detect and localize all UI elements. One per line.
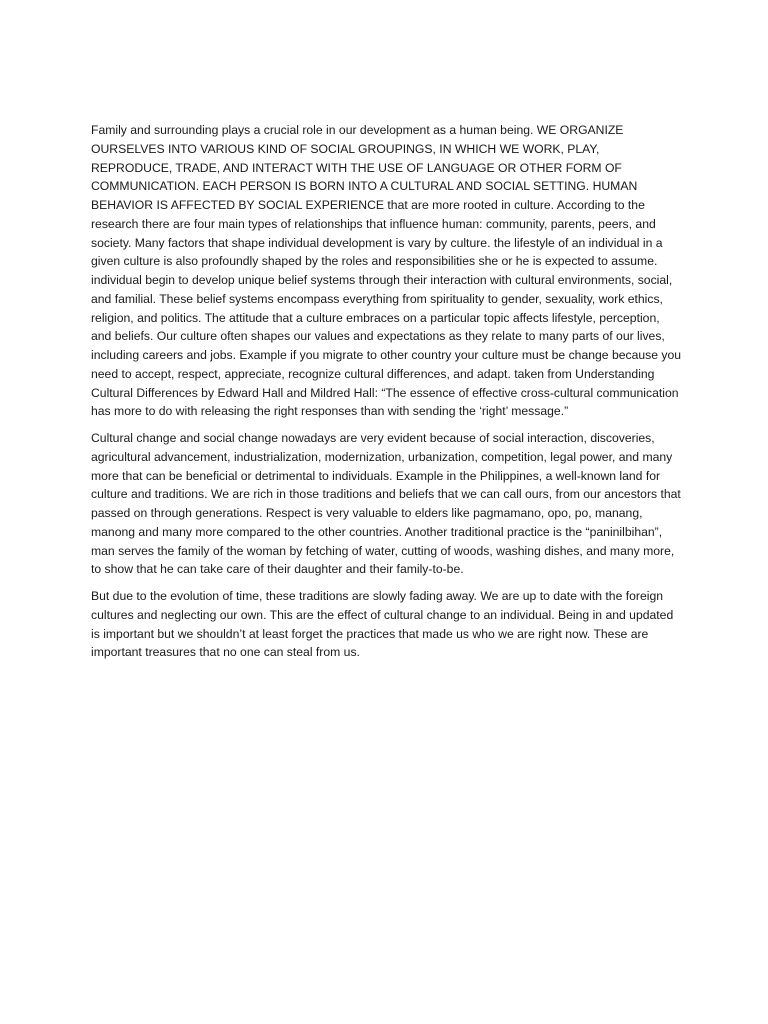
paragraph-family-culture: Family and surrounding plays a crucial role in our development as a human being. WE ORGANIZE OURSELVES INTO VARIOUS KIND OF SOCIAL GROUPINGS, IN WHICH WE WORK, PLAY, REPRODUCE, TRADE, AND INTERACT WITH THE USE OF LANGUAGE OR OTHER FORM OF COMMUNICATION. EACH PERSON IS BORN INTO A CULTURAL AND SOCIAL SETTING. HUMAN BEHAVIOR IS AFFECTED BY SOCIAL EXPERIENCE that are more rooted in culture. According to the research there are four main types of relationships that influence human: community, parents, peers, and society. Many factors that shape individual development is vary by culture. the lifestyle of an individual in a given culture is also profoundly shaped by the roles and responsibilities she or he is expected to assume. individual begin to develop unique belief systems through their interaction with cultural environments, social, and familial. These belief systems encompass everything from spirituality to gender, sexuality, work ethics, religion, and politics. The attitude that a culture embraces on a particular topic affects lifestyle, perception, and beliefs. Our culture often shapes our values and expectations as they relate to many parts of our lives, including careers and jobs. Example if you migrate to other country your culture must be change because you need to accept, respect, appreciate, recognize cultural differences, and adapt. taken from Understanding Cultural Differences by Edward Hall and Mildred Hall: “The essence of effective cross-cultural communication has more to do with releasing the right responses than with sending the ‘right’ message.” bbox=[91, 123, 682, 419]
paragraph-cultural-change: Cultural change and social change nowadays are very evident because of social interaction, discoveries, agricultural advancement, industrialization, modernization, urbanization, competition, legal power, and many more that can be beneficial or detrimental to individuals. Example in the Philippines, a well-known land for culture and traditions. We are rich in those traditions and beliefs that we can call ours, from our ancestors that passed on through generations. Respect is very valuable to elders like pagmamano, opo, po, manang, manong and many more compared to the other countries. Another traditional practice is the “paninilbihan”, man serves the family of the woman by fetching of water, cutting of woods, washing dishes, and many more, to show that he can take care of their daughter and their family-to-be. bbox=[91, 431, 681, 577]
document-body bbox=[91, 121, 683, 670]
paragraph-fading-traditions: But due to the evolution of time, these traditions are slowly fading away. We are up to date with the foreign cultures and neglecting our own. This are the effect of cultural change to an individual. Being in and updated is important but we shouldn’t at least forget the practices that made us who we are right now. These are important treasures that no one can steal from us. bbox=[91, 589, 674, 660]
